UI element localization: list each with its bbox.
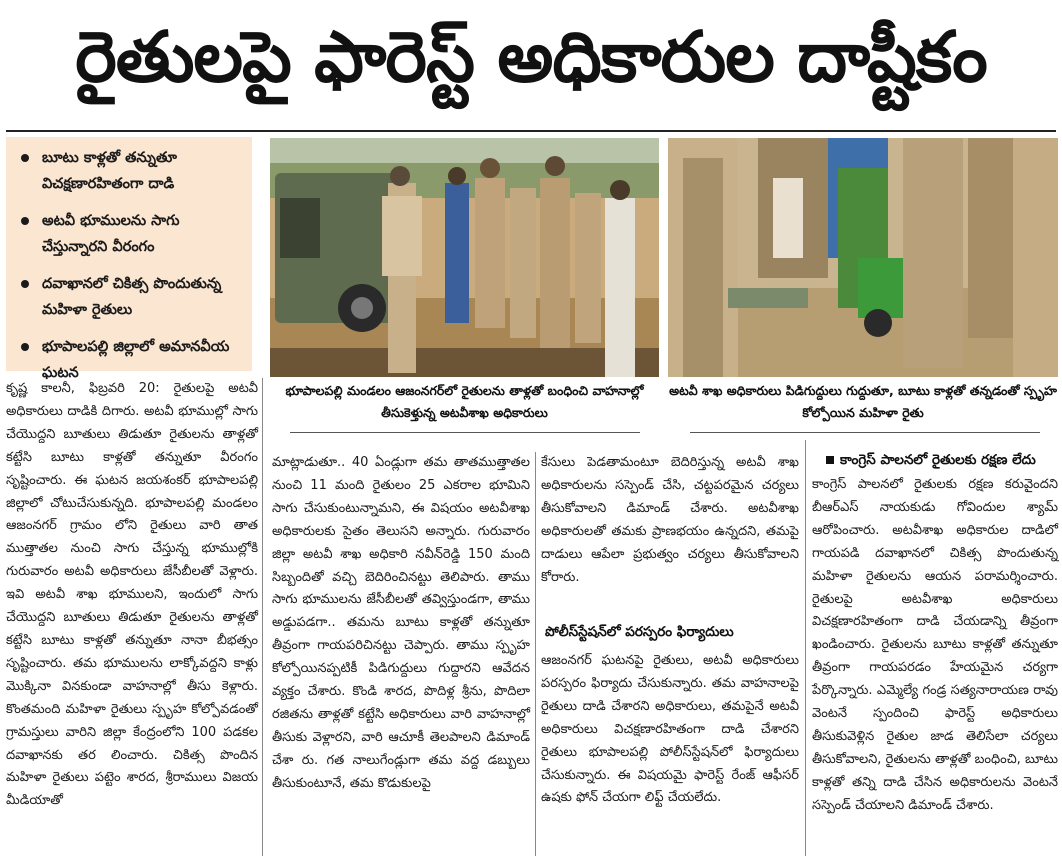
highlight-item: అటవీ భూములను సాగు చేస్తున్నారని వీరంగం xyxy=(16,208,244,260)
photo2-caption: అటవీ శాఖ అధికారులు పిడిగుద్దులు గుద్దుతూ, బూటు కాళ్లతో తన్నడంతో స్పృహ కోల్పోయిన మహిళా రైతు xyxy=(669,383,1057,420)
caption-rule xyxy=(690,432,1040,433)
article-column-2: మాట్లాడుతూ.. 40 ఏండ్లుగా తమ తాతముత్తాతల నుంచి 11 మంది రైతులం 25 ఎకరాల భూమిని సాగు చేసుకుంటున్నామని, ఈ విషయం అటవీశాఖ అధికారులకు సైతం తెలుసని అన్నారు. గురువారం జిల్లా అటవీ శాఖ అధికారి నవీన్‌రెడ్డి 150 మంది సిబ్బందితో వచ్చి బెదిరించినట్టు తెలిపారు. తాము సాగు భూములను జేసీబీలతో తవ్విస్తుండగా, తాము అడ్డుపడగా.. తమను బూటు కాళ్లతో తన్నుతూ తీవ్రంగా గాయపరిచినట్టు చెప్పారు. తాము స్పృహ కోల్పోయినప్పటికీ పిడిగుద్దులు గుద్దారని ఆవేదన వ్యక్తం చేశారు. కొండి శారద, పొదిళ్ల శ్రీను, పొదిలా రజితను తాళ్లతో కట్టేసి అధికారులు వారి వాహనాల్లో తీసుకు వెళ్లారని, వారి ఆచూకీ తెలపాలని డిమాండ్ చేశా రు. గత నాలుగేండ్లుగా తమ వద్ద డబ్బులు తీసుకుంటూనే, తమ కొడుకులపై xyxy=(272,455,530,791)
bullet-icon xyxy=(21,154,29,162)
bullet-icon xyxy=(21,217,29,225)
subhead-police-complaints: పోలీస్‌స్టేషన్‌లో పరస్పరం ఫిర్యాదులు xyxy=(545,624,734,640)
article-column-3: కేసులు పెడతామంటూ బెదిరిస్తున్న అటవీ శాఖ అధికారులను సస్పెండ్ చేసి, చట్టపరమైన చర్యలు తీసుకోవాలని డిమాండ్ చేశారు. అటవీశాఖ అధికారులతో తమకు ప్రాణభయం ఉన్నదని, తమపై దాడులు ఆపేలా ప్రభుత్వం చర్యలు తీసుకోవాలని కోరారు. xyxy=(541,455,799,585)
column-divider xyxy=(805,440,806,856)
headline: రైతులపై ఫారెస్ట్ అధికారుల దాష్టీకం xyxy=(75,15,987,98)
article-column-4: కాంగ్రెస్ పాలనలో రైతులకు రక్షణ కరువైందని బీఆర్‌ఎస్ నాయకుడు గోవిందుల శ్యామ్ ఆరోపించారు. అటవీశాఖ అధికారుల దాడిలో గాయపడి దవాఖానలో చికిత్స పొందుతున్న మహిళా రైతులను ఆయన పరామర్శించారు. రైతులపై అటవీశాఖ అధికారులు విచక్షణారహితంగా దాడి చేయడాన్ని తీవ్రంగా ఖండించారు. రైతులను బూటు కాళ్లతో తన్నుతూ తీవ్రంగా గాయపరడం హేయమైన చర్యగా పేర్కొన్నారు. ఎమ్మెల్యే గండ్ర సత్యనారాయణ రావు వెంటనే స్పందించి ఫారెస్ట్ అధికారులు తీసుకువెళ్లిన రైతుల జాడ తెలిసేలా చర్యలు తీసుకోవాలని, రైతులను తాళ్లతో బంధించి, బూటు కాళ్లతో తన్ని దాడి చేసిన అధికారులను వెంటనే సస్పెండ్ చేయాలని డిమాండ్ చేశారు. xyxy=(812,477,1058,813)
article-column-1: కృష్ణ కాలనీ, ఫిబ్రవరి 20: రైతులపై అటవీ అధికారులు దాడికి దిగారు. అటవీ భూముల్లో సాగు చేయొద్దని బూతులు తిడుతూ రైతులను తాళ్లతో కట్టేసి బూటు కాళ్లతో తన్నుతూ వీరంగం సృష్టించారు. ఈ ఘటన జయశంకర్ భూపాలపల్లి జిల్లాలో చోటుచేసుకున్నది. భూపాలపల్లి మండలం ఆజంనగర్ గ్రామం లోని రైతులు వారి తాత ముత్తాతల నుంచి సాగు చేస్తున్న భూముల్లోకి గురువారం అటవీ అధికారులు జేసీబీలతో వెళ్లారు. ఇవి అటవీ శాఖ భూములని, ఇందులో సాగు చేయొద్దని బూతులు తిడుతూ రైతులను తాళ్లతో కట్టేసి బూటు కాళ్లతో తన్నుతూ నానా బీభత్సం సృష్టించారు. తమ భూములను లాక్కోవద్దని కాళ్లు మొక్కినా వినకుండా వాహనాల్లో తీసు కెళ్లారు. కొంతమంది మహిళా రైతులు స్పృహ కోల్పోవడంతో గ్రామస్తులు వారిని జిల్లా కేంద్రంలోని 100 పడకల దవాఖానకు తర లించారు. చికిత్స పొందిన మహిళా రైతులు పట్టెం శారద, శ్రీరాములు విజయ మీడియాతో xyxy=(6,381,258,809)
bullet-icon xyxy=(21,280,29,288)
article-column-3b: ఆజంనగర్ ఘటనపై రైతులు, అటవీ అధికారులు పరస్పరం ఫిర్యాదు చేసుకున్నారు. తమ వాహనాలపై రైతులు దాడి చేశారని అధికారులు, తమపైనే అటవీ అధికారులు విచక్షణారహితంగా దాడి చేశారని రైతులు భూపాలపల్లి పోలీస్‌స్టేషన్‌లో ఫిర్యాదులు చేసుకున్నారు. ఈ విషయమై ఫారెస్ట్ రేంజ్ ఆఫీసర్ ఉషకు ఫోన్ చేయగా లిఫ్ట్ చేయలేదు. xyxy=(541,653,799,806)
photo-injured-woman-farmer xyxy=(668,138,1058,377)
column-divider xyxy=(535,452,536,856)
column-divider xyxy=(262,378,263,856)
highlight-item: బూటు కాళ్లతో తన్నుతూ విచక్షణారహితంగా దాడి xyxy=(16,145,244,197)
photo-officials-detaining-farmers xyxy=(270,138,659,377)
subhead-congress: కాంగ్రెస్ పాలనలో రైతులకు రక్షణ లేదు xyxy=(826,452,1058,471)
highlight-item: దవాఖానలో చికిత్స పొందుతున్న మహిళా రైతులు xyxy=(16,271,244,323)
photo1-caption: భూపాలపల్లి మండలం ఆజంనగర్‌లో రైతులను తాళ్లతో బంధించి వాహనాల్లో తీసుకెళ్తున్న అటవీశాఖ అధికారులు xyxy=(285,383,644,420)
highlight-item: భూపాలపల్లి జిల్లాలో అమానవీయ ఘటన xyxy=(16,334,244,386)
bullet-icon xyxy=(21,343,29,351)
highlights-box xyxy=(6,137,252,381)
caption-rule xyxy=(290,432,640,433)
headline-rule xyxy=(6,130,1056,132)
